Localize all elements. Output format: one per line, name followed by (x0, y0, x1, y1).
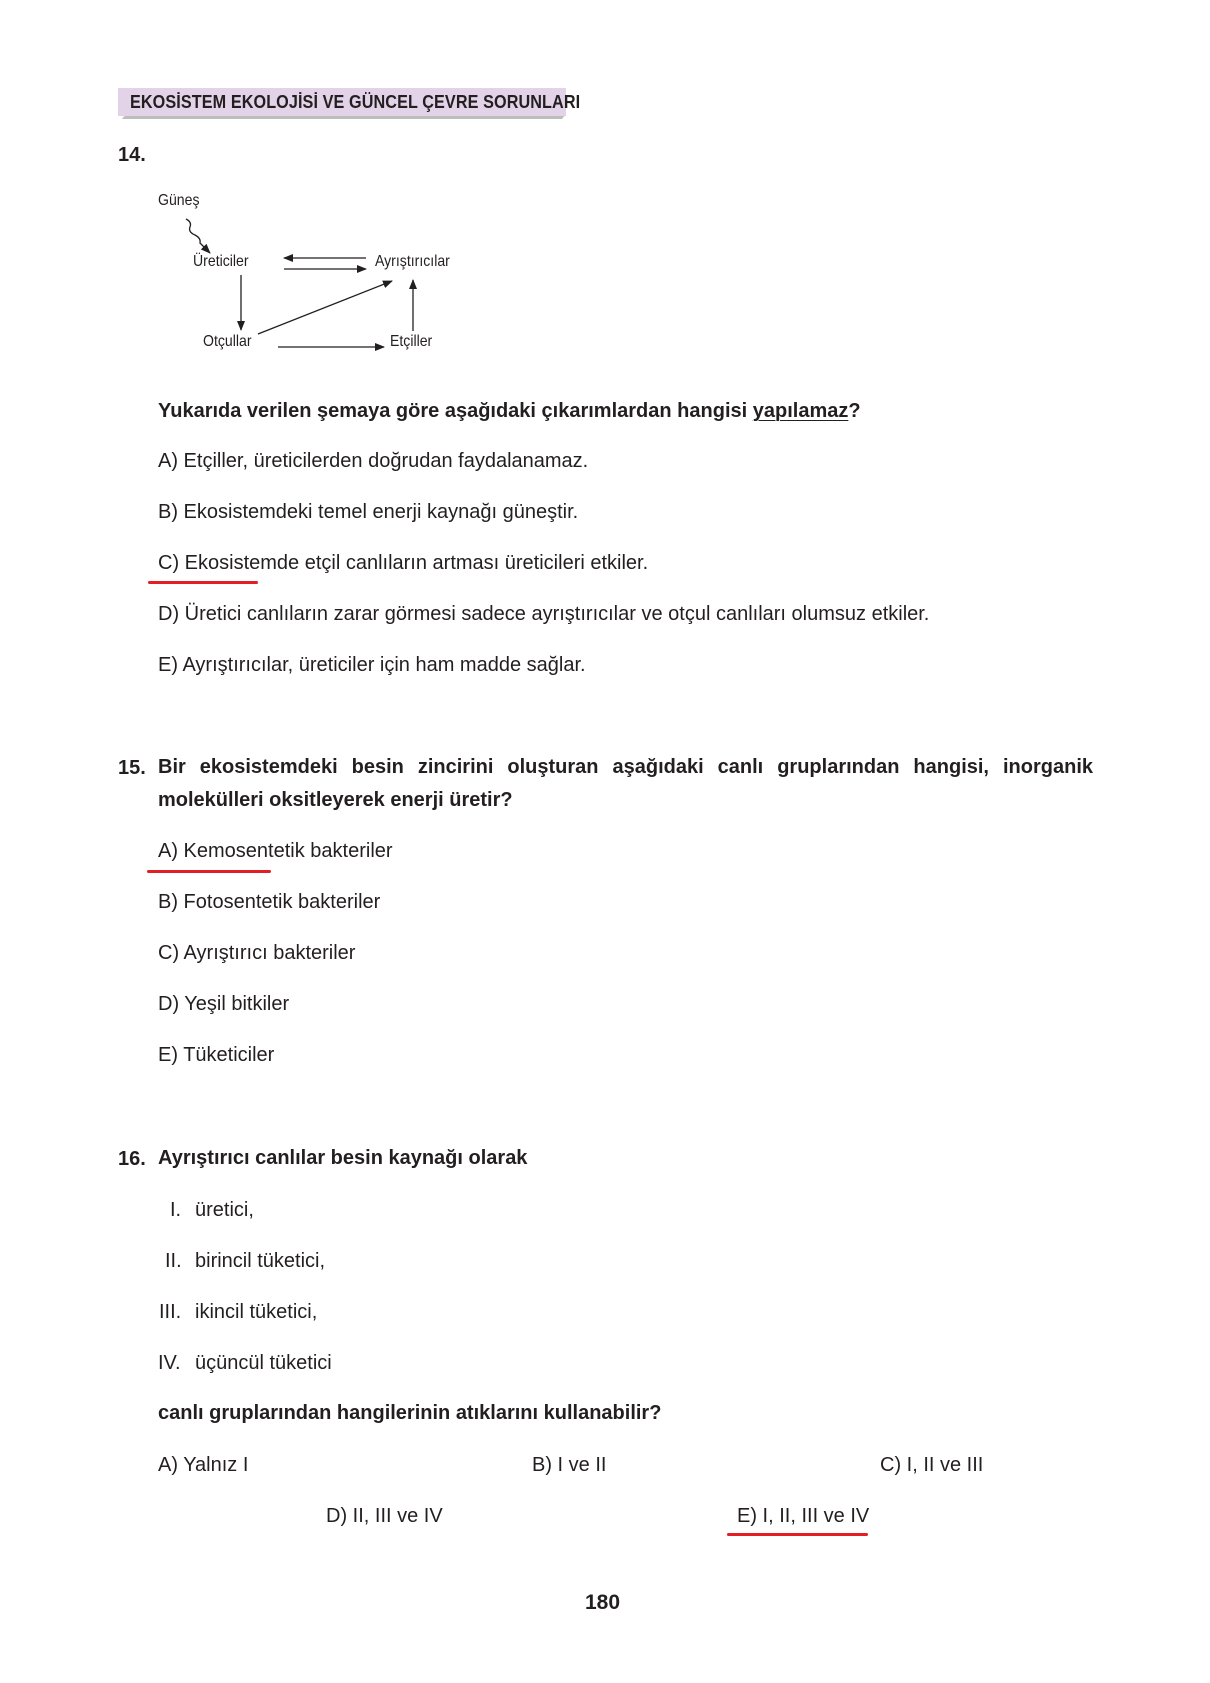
q16-item-3-text: ikincil tüketici, (195, 1301, 318, 1323)
q15-option-b[interactable]: B) Fotosentetik bakteriler (158, 891, 381, 913)
q16-item-3-numeral: III. (159, 1301, 182, 1323)
q15-option-e[interactable]: E) Tüketiciler (158, 1044, 275, 1066)
q16-item-4-numeral: IV. (158, 1352, 181, 1374)
arrow-herbivores-to-decomposers (258, 281, 392, 334)
q14-option-b[interactable]: B) Ekosistemdeki temel enerji kaynağı güneştir. (158, 501, 579, 523)
answer-mark-q14-c (148, 581, 258, 584)
q16-item-2-numeral: II. (165, 1250, 182, 1272)
q16-option-a[interactable]: A) Yalnız I (158, 1454, 249, 1476)
q16-option-c[interactable]: C) I, II ve III (880, 1454, 984, 1476)
page-number: 180 (585, 1591, 621, 1614)
q16-item-1-numeral: I. (170, 1199, 182, 1221)
question-15-number: 15. (118, 757, 146, 779)
q15-option-c[interactable]: C) Ayrıştırıcı bakteriler (158, 942, 356, 964)
q14-option-a[interactable]: A) Etçiller, üreticilerden doğrudan faydalanamaz. (158, 450, 589, 472)
question-14-underlined-word: yapılamaz (752, 400, 849, 422)
question-14-text (158, 395, 861, 428)
q14-option-e[interactable]: E) Ayrıştırıcılar, üreticiler için ham madde sağlar. (158, 654, 586, 676)
answer-mark-q15-a (147, 870, 271, 873)
diagram-label-decomposers: Ayrıştırıcılar (375, 253, 450, 270)
question-15-line-2: molekülleri oksitleyerek enerji üretir? (158, 789, 513, 811)
q16-item-1-text: üretici, (195, 1199, 254, 1221)
section-header-title: EKOSİSTEM EKOLOJİSİ VE GÜNCEL ÇEVRE SORUNLARI (130, 92, 581, 112)
q16-option-e[interactable]: E) I, II, III ve IV (737, 1505, 870, 1527)
q15-option-a[interactable]: A) Kemosentetik bakteriler (158, 840, 393, 862)
diagram-label-herbivores: Otçullar (203, 333, 252, 350)
question-16-end-text: canlı gruplarından hangilerinin atıklarını kullanabilir? (158, 1402, 662, 1424)
q15-option-d[interactable]: D) Yeşil bitkiler (158, 993, 290, 1015)
q14-option-c[interactable]: C) Ekosistemde etçil canlıların artması üreticileri etkiler. (158, 552, 649, 574)
question-14-prefix: Yukarıda verilen şemaya göre aşağıdaki çıkarımlardan hangisi (158, 400, 753, 422)
q16-option-b[interactable]: B) I ve II (532, 1454, 607, 1476)
answer-mark-q16-e (727, 1533, 868, 1536)
q16-item-4-text: üçüncül tüketici (195, 1352, 332, 1374)
question-14-number: 14. (118, 144, 146, 166)
q16-option-d[interactable]: D) II, III ve IV (326, 1505, 443, 1527)
diagram-label-carnivores: Etçiller (390, 333, 433, 350)
arrow-sun-to-producers (186, 219, 210, 253)
question-16-number: 16. (118, 1148, 146, 1170)
diagram-label-sun: Güneş (158, 192, 200, 209)
question-14-suffix: ? (848, 400, 861, 422)
diagram-label-producers: Üreticiler (193, 253, 249, 270)
q14-option-d[interactable]: D) Üretici canlıların zarar görmesi sadece ayrıştırıcılar ve otçul canlıları olumsuz etkiler. (158, 603, 930, 625)
question-16-text: Ayrıştırıcı canlılar besin kaynağı olarak (158, 1147, 528, 1169)
q16-item-2-text: birincil tüketici, (195, 1250, 326, 1272)
question-15-line-1: Bir ekosistemdeki besin zincirini oluşturan aşağıdaki canlı gruplarından hangisi, inorganik (158, 756, 1093, 778)
